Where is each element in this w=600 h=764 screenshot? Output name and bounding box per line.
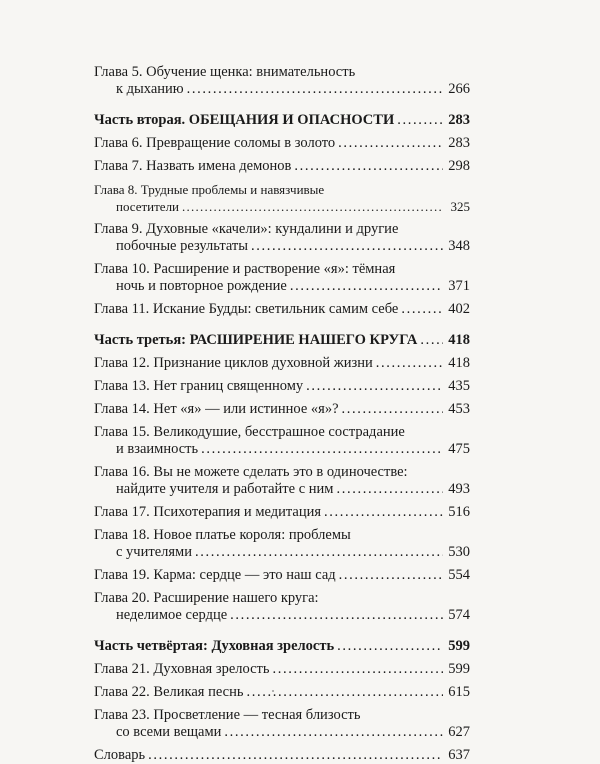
dot-leader <box>342 401 443 418</box>
toc-entry-row <box>94 638 470 655</box>
toc-page-number: 418 <box>448 355 470 371</box>
toc-page-number: 453 <box>448 401 470 417</box>
toc-entry-title-line: Глава 9. Духовные «качели»: кундалини и другие <box>94 221 399 237</box>
toc-page-number: 325 <box>450 199 470 214</box>
toc-page-number: 298 <box>448 158 470 174</box>
toc-entry-title-line: Глава 20. Расширение нашего круга: <box>94 590 319 606</box>
toc-page-number: 599 <box>448 661 470 677</box>
toc-entry-title-line: к дыханию <box>116 81 184 97</box>
toc-entry-title-line: посетители <box>116 199 180 214</box>
toc-entry-title-line: и взаимность <box>116 441 199 457</box>
toc-entry-title-line: Глава 11. Искание Будды: светильник самим себе <box>94 301 399 317</box>
toc-entry-title-line: ночь и повторное рождение <box>116 278 287 294</box>
toc-entry-row <box>94 301 470 318</box>
dot-leader <box>376 355 443 372</box>
toc-page-number: 435 <box>448 378 470 394</box>
toc-chapter-entry[interactable] <box>94 464 470 498</box>
toc-entry-title-line: Глава 17. Психотерапия и медитация <box>94 504 322 520</box>
toc-page-number: 637 <box>448 747 470 763</box>
toc-chapter-entry[interactable] <box>94 527 470 561</box>
dot-leader <box>290 278 443 295</box>
toc-page-number: 554 <box>448 567 470 583</box>
dot-leader <box>251 238 443 255</box>
toc-entry-title-line: Часть вторая. ОБЕЩАНИЯ И ОПАСНОСТИ <box>94 112 395 128</box>
toc-entry-row <box>94 135 470 152</box>
toc-page-number: 266 <box>448 81 470 97</box>
toc-page-number: 574 <box>448 607 470 623</box>
toc-entry-title-line: Глава 16. Вы не можете сделать это в одиночестве: <box>94 464 408 480</box>
toc-page-number: 283 <box>448 112 470 128</box>
dot-leader <box>337 638 443 655</box>
toc-entry-row <box>94 81 470 98</box>
dot-leader <box>273 661 443 678</box>
toc-entry-title-line: Глава 23. Просветление — тесная близость <box>94 707 361 723</box>
toc-part-entry[interactable] <box>94 638 470 655</box>
toc-chapter-entry[interactable] <box>94 424 470 458</box>
toc-entry-row <box>94 481 470 498</box>
toc-page-number: 493 <box>448 481 470 497</box>
dot-leader <box>339 567 443 584</box>
toc-entry-row <box>94 544 470 561</box>
toc-entry-title-line: Глава 12. Признание циклов духовной жизни <box>94 355 373 371</box>
toc-page-number: 402 <box>448 301 470 317</box>
toc-entry-row <box>94 112 470 129</box>
toc-chapter-entry[interactable] <box>94 221 470 255</box>
toc-chapter-entry[interactable] <box>94 401 470 418</box>
toc-entry-row <box>94 684 470 701</box>
dot-leader <box>201 441 443 458</box>
toc-entry-title-line: Часть четвёртая: Духовная зрелость <box>94 638 335 654</box>
toc-entry-title-line: Глава 22. Великая песнь <box>94 684 244 700</box>
toc-entry-row <box>94 441 470 458</box>
dot-leader <box>195 544 443 561</box>
toc-entry-title-line: найдите учителя и работайте с ним <box>116 481 334 497</box>
toc-page-number: 516 <box>448 504 470 520</box>
toc-entry-title-line: неделимое сердце <box>116 607 228 623</box>
toc-page-number: 371 <box>448 278 470 294</box>
dot-leader <box>246 684 443 701</box>
toc-entry-title-line: Глава 14. Нет «я» — или истинное «я»? <box>94 401 339 417</box>
table-of-contents <box>94 64 470 764</box>
toc-page-number: 348 <box>448 238 470 254</box>
toc-entry-title-line: Глава 10. Расширение и растворение «я»: тёмная <box>94 261 396 277</box>
toc-page-number: 283 <box>448 135 470 151</box>
dot-leader <box>336 481 443 498</box>
toc-chapter-entry[interactable] <box>94 355 470 372</box>
toc-entry-title-line: Глава 8. Трудные проблемы и навязчивые <box>94 182 325 197</box>
toc-entry-row <box>94 378 470 395</box>
toc-entry-title-line: Глава 21. Духовная зрелость <box>94 661 270 677</box>
toc-entry-row <box>94 401 470 418</box>
toc-part-entry[interactable] <box>94 112 470 129</box>
dot-leader <box>182 198 443 215</box>
dot-leader <box>324 504 443 521</box>
toc-chapter-entry[interactable] <box>94 158 470 175</box>
dot-leader <box>306 378 443 395</box>
dot-leader <box>187 81 443 98</box>
toc-chapter-entry[interactable] <box>94 504 470 521</box>
toc-entry-title-line: Словарь <box>94 747 146 763</box>
toc-entry-title-line: Часть третья: РАСШИРЕНИЕ НАШЕГО КРУГА <box>94 332 418 348</box>
toc-entry-title-line: Глава 13. Нет границ священному <box>94 378 304 394</box>
toc-page-number: 475 <box>448 441 470 457</box>
toc-chapter-entry[interactable] <box>94 684 470 701</box>
toc-entry-title-line: побочные результаты <box>116 238 248 254</box>
toc-entry-title-line: с учителями <box>116 544 192 560</box>
dot-leader <box>420 332 443 349</box>
toc-entry-title-line: Глава 6. Превращение соломы в золото <box>94 135 336 151</box>
dot-leader <box>224 724 443 741</box>
toc-entry-title-line: Глава 5. Обучение щенка: внимательность <box>94 64 356 80</box>
toc-entry-row <box>94 567 470 584</box>
toc-entry-title-line: Глава 19. Карма: сердце — это наш сад <box>94 567 336 583</box>
toc-page-number: 627 <box>448 724 470 740</box>
toc-entry-row <box>94 724 470 741</box>
dot-leader <box>401 301 443 318</box>
toc-entry-row <box>94 158 470 175</box>
page-speck <box>272 690 274 692</box>
toc-chapter-entry[interactable] <box>94 261 470 295</box>
toc-entry-row <box>94 355 470 372</box>
toc-entry-row <box>94 504 470 521</box>
toc-entry-row <box>94 278 470 295</box>
toc-page-number: 599 <box>448 638 470 654</box>
toc-page-number: 418 <box>448 332 470 348</box>
toc-entry-row <box>94 238 470 255</box>
dot-leader <box>230 607 443 624</box>
dot-leader <box>338 135 443 152</box>
toc-chapter-entry[interactable] <box>94 64 470 98</box>
toc-entry-row <box>94 332 470 349</box>
dot-leader <box>294 158 443 175</box>
toc-entry-title-line: Глава 15. Великодушие, бесстрашное сострадание <box>94 424 405 440</box>
toc-chapter-entry[interactable] <box>94 590 470 624</box>
toc-entry-title-line: Глава 18. Новое платье короля: проблемы <box>94 527 351 543</box>
toc-entry-row <box>94 661 470 678</box>
toc-page-number: 615 <box>448 684 470 700</box>
toc-chapter-entry[interactable] <box>94 301 470 318</box>
toc-entry-row <box>94 607 470 624</box>
toc-entry-title-line: со всеми вещами <box>116 724 222 740</box>
toc-chapter-entry[interactable] <box>94 661 470 678</box>
toc-entry-title-line: Глава 7. Назвать имена демонов <box>94 158 292 174</box>
toc-entry-row <box>94 198 470 215</box>
toc-page-number: 530 <box>448 544 470 560</box>
dot-leader <box>397 112 443 129</box>
toc-chapter-entry[interactable] <box>94 135 470 152</box>
toc-chapter-entry[interactable] <box>94 567 470 584</box>
toc-chapter-entry[interactable] <box>94 707 470 741</box>
toc-chapter-entry[interactable] <box>94 181 470 215</box>
toc-part-entry[interactable] <box>94 332 470 349</box>
toc-chapter-entry[interactable] <box>94 378 470 395</box>
